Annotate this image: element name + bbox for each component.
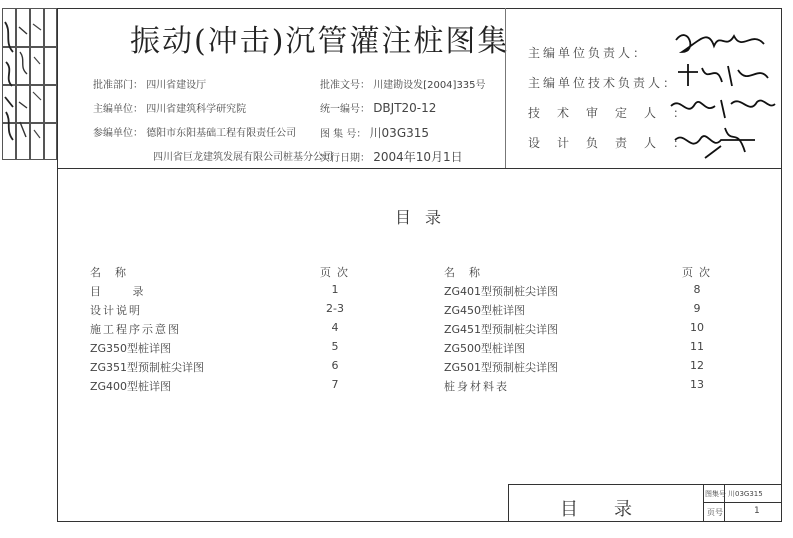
toc-entry-name: 目 录 [90,285,158,298]
approval-dept-label: 批准部门： [93,80,143,91]
effective-date-label: 实行日期： [320,153,370,164]
page-no-value-cell: 1 [754,506,760,516]
approval-doc-no-label: 批准文号： [320,80,370,91]
toc-entry-name: ZG500型桩详图 [444,342,526,355]
page-title: 振动(冲击)沉管灌注桩图集 [130,24,510,59]
toc-entry-page: 1 [331,283,339,296]
toc-entry-name: ZG351型预制桩尖详图 [90,361,205,374]
binding-margin-grid [2,8,57,160]
toc-right-header-name: 名称 [444,266,494,279]
resp-design-head: 设计负责人： [528,136,703,150]
toc-left-header-page: 页次 [320,266,354,279]
signature-chief-tech-head [668,60,778,90]
resp-chief-unit-head: 主编单位负责人： [528,46,649,60]
toc-entry-name: ZG350型桩详图 [90,342,172,355]
signature-chief-unit-head [668,22,778,58]
title-block-main-label: 目录 [560,499,668,520]
margin-signature-1 [2,12,16,152]
co-editor-unit [93,124,296,139]
toc-left-header-name: 名称 [90,266,140,279]
co-editor-unit-2 [153,148,333,163]
chief-editor-unit-label: 主编单位： [93,104,143,115]
toc-entry-page: 4 [331,321,339,334]
atlas-no-value-cell: 川03G315 [728,490,763,498]
toc-entry-page: 10 [690,321,704,334]
unified-no-label: 统一编号： [320,104,370,115]
margin-signature-3 [30,12,44,152]
toc-entry-name: ZG451型预制桩尖详图 [444,323,559,336]
toc-entry-name: 施工程序示意图 [90,323,181,336]
resp-chief-tech-head: 主编单位技术负责人： [528,76,679,90]
margin-signature-2 [16,12,30,152]
toc-entry-page: 11 [690,340,704,353]
toc-entry-page: 7 [331,378,339,391]
atlas-no-value: 川03G315 [369,126,430,140]
effective-date-value: 2004年10月1日 [373,150,463,164]
atlas-no-label-cell: 图集号 [705,490,726,498]
toc-entry-name: ZG401型预制桩尖详图 [444,285,559,298]
signature-design-head [665,122,775,162]
toc-entry-page: 2-3 [326,302,344,315]
page-no-label-cell: 页号 [707,508,723,517]
title-block-divider [703,484,704,522]
signature-tech-reviewer [665,92,780,122]
resp-tech-reviewer: 技术审定人： [528,106,703,120]
toc-entry-page: 9 [693,302,701,315]
toc-entry-page: 12 [690,359,704,372]
toc-right-header-page: 页次 [682,266,716,279]
toc-entry-name: ZG501型预制桩尖详图 [444,361,559,374]
header-vertical-divider [505,8,506,168]
chief-editor-unit [93,100,246,115]
co-editor-unit-2-value: 四川省巨龙建筑发展有限公司桩基分公司 [153,152,333,163]
toc-entry-page: 8 [693,283,701,296]
effective-date [320,148,463,165]
chief-editor-unit-value: 四川省建筑科学研究院 [146,104,247,115]
header-divider [57,168,782,169]
approval-doc-no-value: 川建勘设发[2004]335号 [373,80,486,91]
approval-dept-value: 四川省建设厅 [146,80,207,91]
toc-title: 目录 [395,208,456,227]
co-editor-unit-label: 参编单位： [93,128,143,139]
toc-entry-name: ZG400型桩详图 [90,380,172,393]
unified-no-value: DBJT20-12 [373,101,437,115]
toc-entry-page: 5 [331,340,339,353]
toc-entry-page: 6 [331,359,339,372]
co-editor-unit-value: 德阳市东阳基础工程有限责任公司 [146,128,297,139]
title-block-row-line [703,502,782,503]
atlas-no [320,124,429,141]
toc-entry-name: 设计说明 [90,304,142,317]
toc-entry-name: 桩身材料表 [444,380,509,393]
approval-dept [93,76,206,91]
atlas-no-label: 图 集 号： [320,129,367,140]
toc-entry-name: ZG450型桩详图 [444,304,526,317]
unified-no [320,100,436,115]
toc-entry-page: 13 [690,378,704,391]
approval-doc-no [320,76,486,91]
